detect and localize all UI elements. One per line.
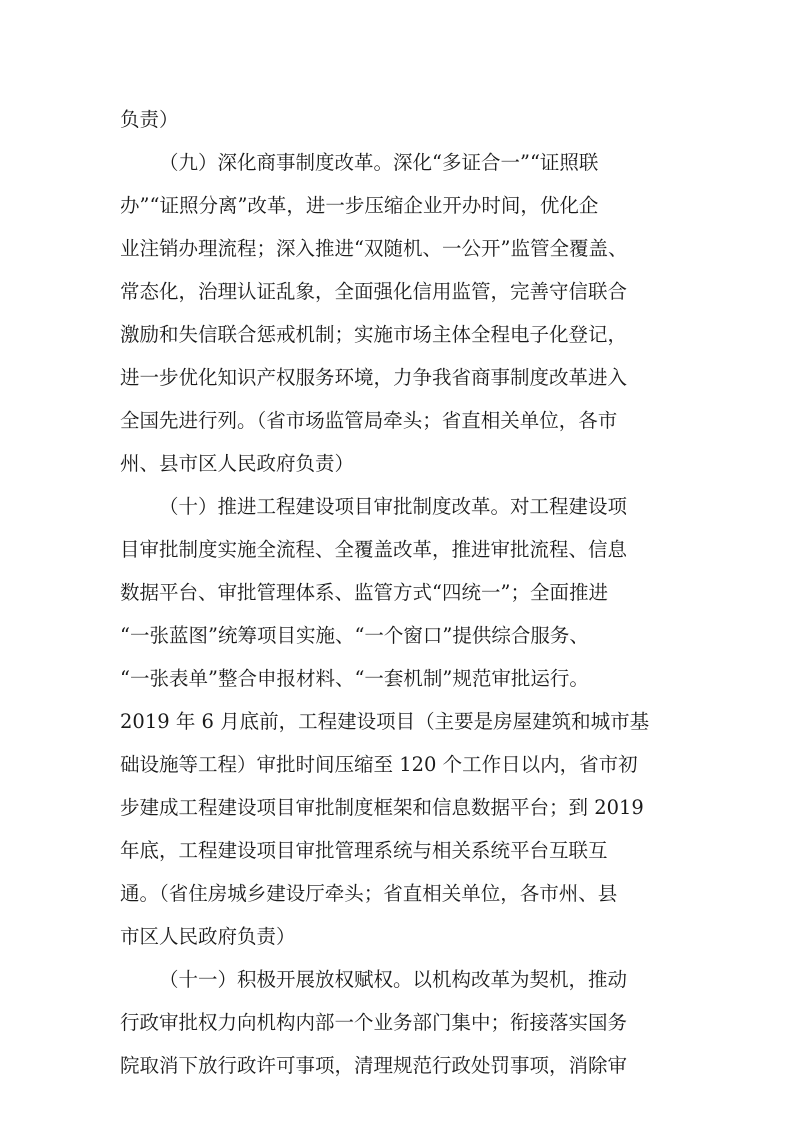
- text-line: 2019 年 6 月底前，工程建设项目（主要是房屋建筑和城市基: [120, 710, 650, 733]
- text-line: 院取消下放行政许可事项，清理规范行政处罚事项，消除审: [120, 1054, 628, 1077]
- text-line: 市区人民政府负责）: [120, 925, 296, 948]
- text-line: 负责）: [120, 108, 179, 131]
- text-line: 常态化，治理认证乱象，全面强化信用监管，完善守信联合: [120, 280, 628, 303]
- text-line: 全国先进行列。（省市场监管局牵头；省直相关单位，各市: [120, 409, 618, 432]
- text-line: 办”“证照分离”改革，进一步压缩企业开办时间，优化企: [120, 194, 599, 217]
- text-line: 础设施等工程）审批时间压缩至 120 个工作日以内，省市初: [120, 753, 638, 776]
- text-line: 数据平台、审批管理体系、监管方式“四统一”；全面推进: [120, 581, 608, 604]
- text-line: （九）深化商事制度改革。深化“多证合一”“证照联: [159, 151, 599, 174]
- text-line: 行政审批权力向机构内部一个业务部门集中；衔接落实国务: [120, 1011, 628, 1034]
- text-line: “一张蓝图”统筹项目实施、“一个窗口”提供综合服务、: [120, 624, 589, 647]
- text-line: “一张表单”整合申报材料、“一套机制”规范审批运行。: [120, 667, 589, 690]
- text-line: 激励和失信联合惩戒机制；实施市场主体全程电子化登记，: [120, 323, 628, 346]
- text-line: （十）推进工程建设项目审批制度改革。对工程建设项: [159, 495, 628, 518]
- text-line: 通。（省住房城乡建设厅牵头；省直相关单位，各市州、县: [120, 882, 618, 905]
- text-line: （十一）积极开展放权赋权。以机构改革为契机，推动: [159, 968, 628, 991]
- text-line: 州、县市区人民政府负责）: [120, 452, 355, 475]
- text-line: 目审批制度实施全流程、全覆盖改革，推进审批流程、信息: [120, 538, 628, 561]
- text-line: 进一步优化知识产权服务环境，力争我省商事制度改革进入: [120, 366, 628, 389]
- text-line: 年底，工程建设项目审批管理系统与相关系统平台互联互: [120, 839, 608, 862]
- text-line: 步建成工程建设项目审批制度框架和信息数据平台；到 2019: [120, 796, 644, 819]
- text-line: 业注销办理流程；深入推进“双随机、一公开”监管全覆盖、: [120, 237, 628, 260]
